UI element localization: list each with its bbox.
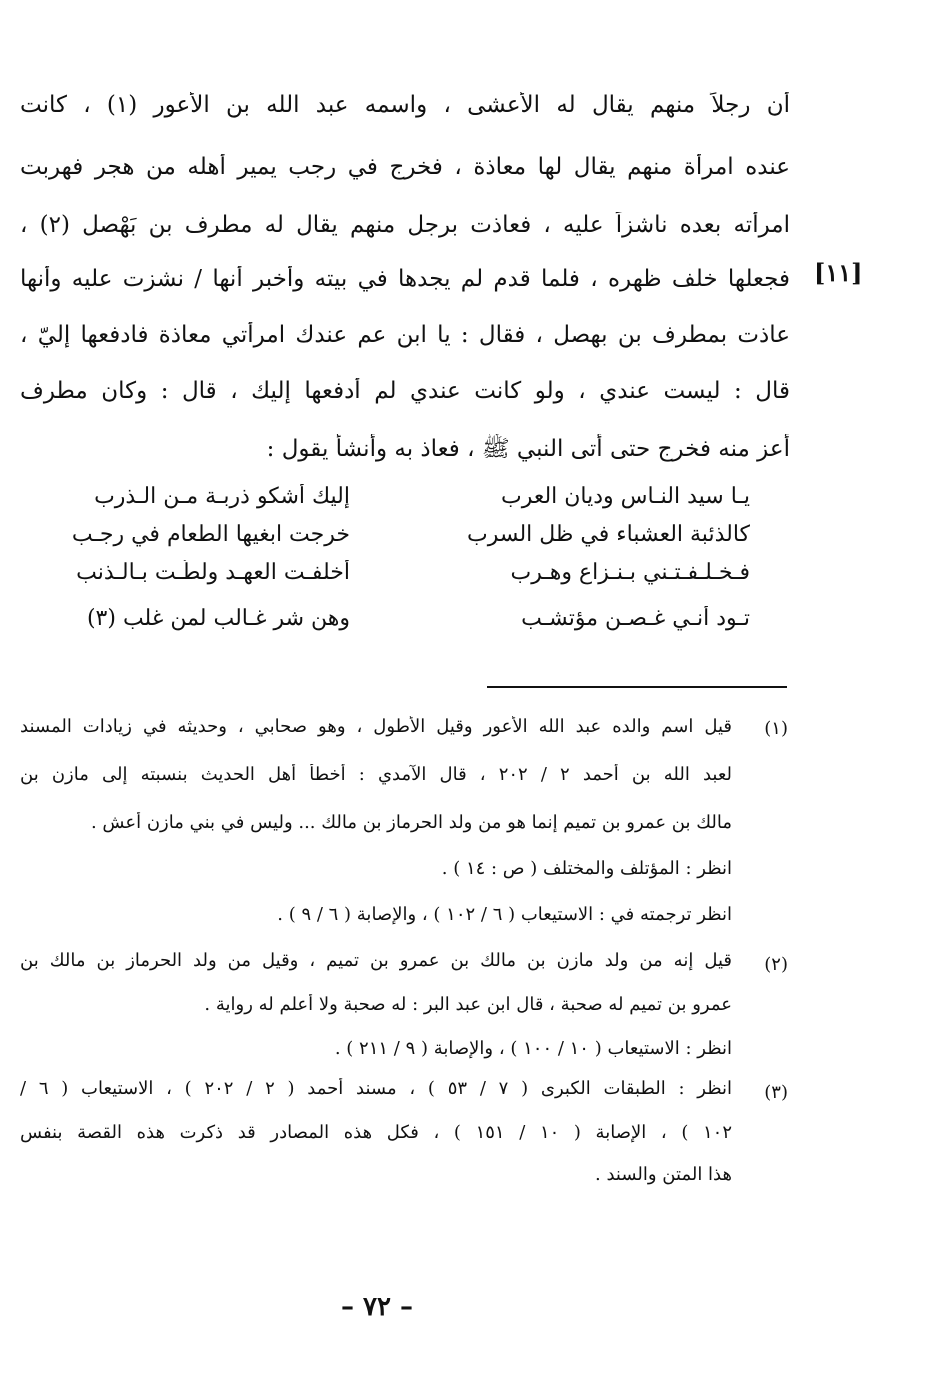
main-text-line: امرأته بعده ناشزاً عليه ، فعاذت برجل منهم يقال له مطرف بن بَهْصل (٢) ، xyxy=(20,212,790,238)
verse-second-hemistich: أخلفـت العهـد ولطّـت بـالـذنب xyxy=(76,560,350,585)
main-text-line: عنده امرأة منهم يقال لها معاذة ، فخرج في رجب يمير أهله من هجر فهربت xyxy=(20,154,790,180)
footnote-line: قيل اسم والده عبد الله الأعور وقيل الأطول ، وهو صحابي ، وحديثه في زيادات المسند xyxy=(20,716,732,737)
footnote-line: لعبد الله بن أحمد ٢ / ٢٠٢ ، قال الآمدي : أخطأ أهل الحديث بنسبته إلى مازن بن xyxy=(20,764,732,785)
footnote-line: ١٠٢ ) ، الإصابة ( ١٠ / ١٥١ ) ، فكل هذه المصادر قد ذكرت هذه القصة بنفس xyxy=(20,1122,732,1143)
verse-first-hemistich: كالذئبة العشباء في ظل السرب xyxy=(466,522,750,547)
verse-second-hemistich: خرجت ابغيها الطعام في رجـب xyxy=(71,522,350,547)
footnote-line: انظر : المؤتلف والمختلف ( ص : ١٤ ) . xyxy=(441,858,732,879)
footnote-line: قيل إنه من ولد مازن بن مالك بن عمرو بن تميم ، وقيل من ولد الحرماز بن مالك بن xyxy=(20,950,732,971)
main-text-line: قال : ليست عندي ، ولو كانت عندي لم أدفعها إليك ، قال : وكان مطرف xyxy=(20,378,790,404)
footnote-line: مالك بن عمرو بن تميم إنما هو من ولد الحرماز بن مالك ... وليس في بني مازن أعش . xyxy=(90,812,732,833)
verse-second-hemistich: إليك أشكو ذربـة مـن الـذرب xyxy=(94,484,350,509)
footnote-number: (٣) xyxy=(764,1082,788,1103)
footnote-divider xyxy=(487,686,787,688)
verse-first-hemistich: تـود أنـي غـصـن مؤتشـب xyxy=(521,606,750,631)
main-text-line: أعز منه فخرج حتى أتى النبي ﷺ ، فعاذ به وأنشأ يقول : xyxy=(266,436,790,462)
footnote-line: هذا المتن والسند . xyxy=(595,1164,732,1185)
main-text-line: فجعلها خلف ظهره ، فلما قدم لم يجدها في بيته وأخبر أنها / نشزت عليه وأنها xyxy=(20,266,790,292)
main-text-line: عاذت بمطرف بن بهصل ، فقال : يا ابن عم عندك امرأتي معاذة فادفعها إليّ ، xyxy=(20,322,790,348)
footnote-line: انظر : الطبقات الكبرى ( ٧ / ٥٣ ) ، مسند أحمد ( ٢ / ٢٠٢ ) ، الاستيعاب ( ٦ / xyxy=(20,1078,732,1099)
footnote-line: عمرو بن تميم له صحبة ، قال ابن عبد البر : له صحبة ولا أعلم له رواية . xyxy=(204,994,732,1015)
page-number: – ٧٢ – xyxy=(340,1292,414,1322)
footnote-line: انظر : الاستيعاب ( ١٠ / ١٠٠ ) ، والإصابة ( ٩ / ٢١١ ) . xyxy=(334,1038,732,1059)
verse-second-hemistich: وهن شر غـالب لمن غلب (٣) xyxy=(86,606,350,631)
footnote-line: انظر ترجمته في : الاستيعاب ( ٦ / ١٠٢ ) ، والإصابة ( ٦ / ٩ ) . xyxy=(277,904,732,925)
footnote-number: (٢) xyxy=(764,954,788,975)
footnote-number: (١) xyxy=(764,718,788,739)
verse-first-hemistich: يـا سيد النـاس وديان العرب xyxy=(500,484,750,509)
section-marker: [۱۱] xyxy=(814,258,863,287)
verse-first-hemistich: فـخـلـفـتـني بـنـزاع وهـرب xyxy=(510,560,750,585)
main-text-line: أن رجلاً منهم يقال له الأعشى ، واسمه عبد الله بن الأعور (١) ، كانت xyxy=(20,92,790,118)
